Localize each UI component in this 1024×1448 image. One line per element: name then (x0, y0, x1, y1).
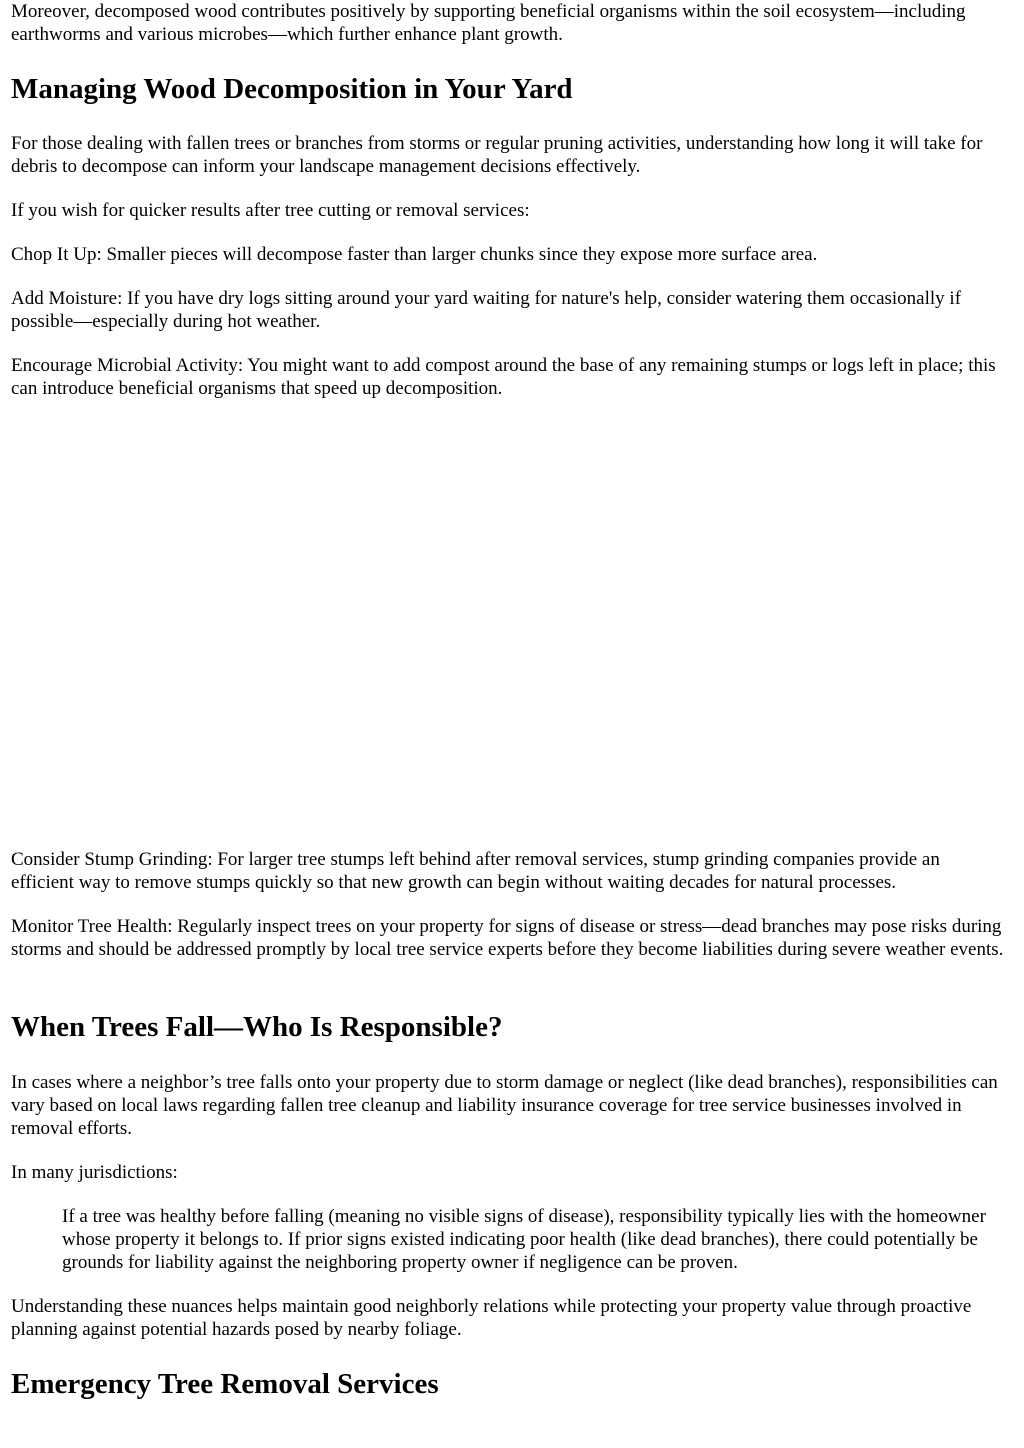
tip-monitor-tree-health: Monitor Tree Health: Regularly inspect trees on your property for signs of disease or stress—dead branches may pose risks during storms and should be addressed promptly by local tree service experts before they become liabilities during severe weather events. (11, 916, 1004, 960)
tip-encourage-microbial-activity: Encourage Microbial Activity: You might want to add compost around the base of any remaining stumps or logs left in place; this can introduce beneficial organisms that speed up decomposition. (11, 355, 996, 399)
intro-paragraph: Moreover, decomposed wood contributes positively by supporting beneficial organisms within the soil ecosystem—including earthworms and various microbes—which further enhance plant growth. (11, 1, 966, 45)
tip-chop-it-up: Chop It Up: Smaller pieces will decompose faster than larger chunks since they expose more surface area. (11, 244, 818, 265)
paragraph-neighbor-tree-falls: In cases where a neighbor’s tree falls onto your property due to storm damage or neglect (like dead branches), responsibilities can vary based on local laws regarding fallen tree cleanup and liability insurance coverage for tree service businesses involved in removal efforts. (11, 1072, 998, 1139)
paragraph-fallen-trees-debris: For those dealing with fallen trees or branches from storms or regular pruning activities, understanding how long it will take for debris to decompose can inform your landscape management decisions effectively. (11, 133, 983, 177)
heading-emergency-tree-removal: Emergency Tree Removal Services (11, 1368, 439, 1400)
paragraph-quicker-results: If you wish for quicker results after tree cutting or removal services: (11, 200, 530, 221)
tip-add-moisture: Add Moisture: If you have dry logs sitting around your yard waiting for nature's help, consider watering them occasionally if possible—especially during hot weather. (11, 288, 962, 332)
blockquote-healthy-tree-responsibility: If a tree was healthy before falling (meaning no visible signs of disease), responsibility typically lies with the homeowner whose property it belongs to. If prior signs existed indicating poor health (like dead branches), there could potentially be grounds for liability against the neighboring property owner if negligence can be proven. (62, 1206, 986, 1273)
heading-managing-wood-decomposition: Managing Wood Decomposition in Your Yard (11, 73, 573, 105)
paragraph-many-jurisdictions: In many jurisdictions: (11, 1162, 178, 1183)
tip-consider-stump-grinding: Consider Stump Grinding: For larger tree stumps left behind after removal services, stump grinding companies provide an efficient way to remove stumps quickly so that new growth can begin without waiting decades for natural processes. (11, 849, 940, 893)
blank-space (11, 420, 1004, 840)
heading-when-trees-fall: When Trees Fall—Who Is Responsible? (11, 1011, 503, 1043)
paragraph-neighborly-relations: Understanding these nuances helps maintain good neighborly relations while protecting your property value through proactive planning against potential hazards posed by nearby foliage. (11, 1296, 972, 1340)
